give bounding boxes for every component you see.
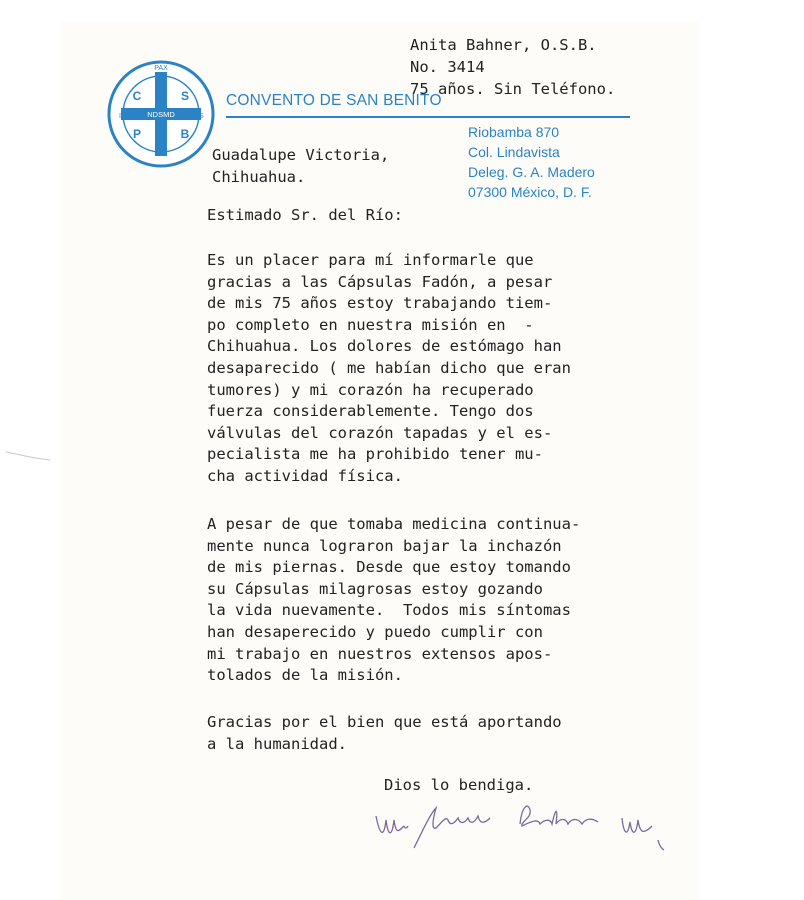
sender-number: No. 3414 <box>410 58 485 76</box>
recipient-line: Chihuahua. <box>212 168 306 186</box>
sender-note: 75 años. Sin Teléfono. <box>410 80 616 98</box>
body-line: A pesar de que tomaba medicina continua- <box>207 515 581 533</box>
svg-text:S: S <box>199 113 204 120</box>
body-line: su Cápsulas milagrosas estoy gozando <box>207 579 543 598</box>
sender-block <box>410 34 615 100</box>
body-line: de mis piernas. Desde que estoy tomando <box>207 558 571 577</box>
closing: Dios lo bendiga. <box>384 776 534 794</box>
body-line: la vida nuevamente. Todos mis síntomas <box>207 601 571 620</box>
body-line: han desaperecido y puedo cumplir con <box>207 622 543 641</box>
address-line: 07300 México, D. F. <box>468 184 592 200</box>
handwritten-signature <box>370 796 680 856</box>
body-line: mente nunca lograron bajar la inchazón <box>207 536 562 555</box>
paragraph-1 <box>207 250 571 488</box>
recipient-block <box>212 144 389 188</box>
body-line: válvulas del corazón tapadas y el es- <box>207 423 553 442</box>
body-line: tolados de la misión. <box>207 666 403 685</box>
salutation: Estimado Sr. del Río: <box>207 206 403 224</box>
svg-text:P: P <box>132 127 142 141</box>
recipient-line: Guadalupe Victoria, <box>212 146 390 164</box>
body-line: cha actividad física. <box>207 466 403 485</box>
body-line: po completo en nuestra misión en - <box>207 315 534 334</box>
address-line: Col. Lindavista <box>468 144 560 160</box>
svg-text:PAX: PAX <box>154 65 168 72</box>
svg-text:C: C <box>132 89 142 103</box>
svg-text:NDSMD: NDSMD <box>147 110 175 119</box>
body-line: Chihuahua. Los dolores de estómago han <box>207 337 562 356</box>
body-line: tumores) y mi corazón ha recuperado <box>207 380 534 399</box>
address-line: Riobamba 870 <box>468 124 560 140</box>
body-line: a la humanidad. <box>207 734 347 753</box>
paragraph-2 <box>207 514 580 687</box>
address-line: Deleg. G. A. Madero <box>468 164 595 180</box>
svg-text:S: S <box>180 89 190 103</box>
body-line: gracias a las Cápsulas Fadón, a pesar <box>207 272 553 291</box>
body-line: desaparecido ( me habían dicho que eran <box>207 358 571 377</box>
body-line: pecialista me ha prohibido tener mu- <box>207 445 543 464</box>
letterhead-name: CONVENTO DE SAN BENITO <box>226 92 442 109</box>
letterhead-address <box>468 122 595 202</box>
svg-text:I: I <box>119 113 121 120</box>
body-line: de mis 75 años estoy trabajando tiem- <box>207 294 553 313</box>
benedictine-seal-icon <box>107 60 215 168</box>
svg-text:B: B <box>180 127 190 141</box>
paragraph-3 <box>207 712 562 755</box>
body-line: Gracias por el bien que está aportando <box>207 713 562 731</box>
body-line: fuerza considerablemente. Tengo dos <box>207 402 534 421</box>
body-line: mi trabajo en nuestros extensos apos- <box>207 644 553 663</box>
sender-name: Anita Bahner, O.S.B. <box>410 36 597 54</box>
letterhead-rule <box>226 116 630 118</box>
body-line: Es un placer para mí informarle que <box>207 251 534 269</box>
margin-mark <box>0 448 60 466</box>
